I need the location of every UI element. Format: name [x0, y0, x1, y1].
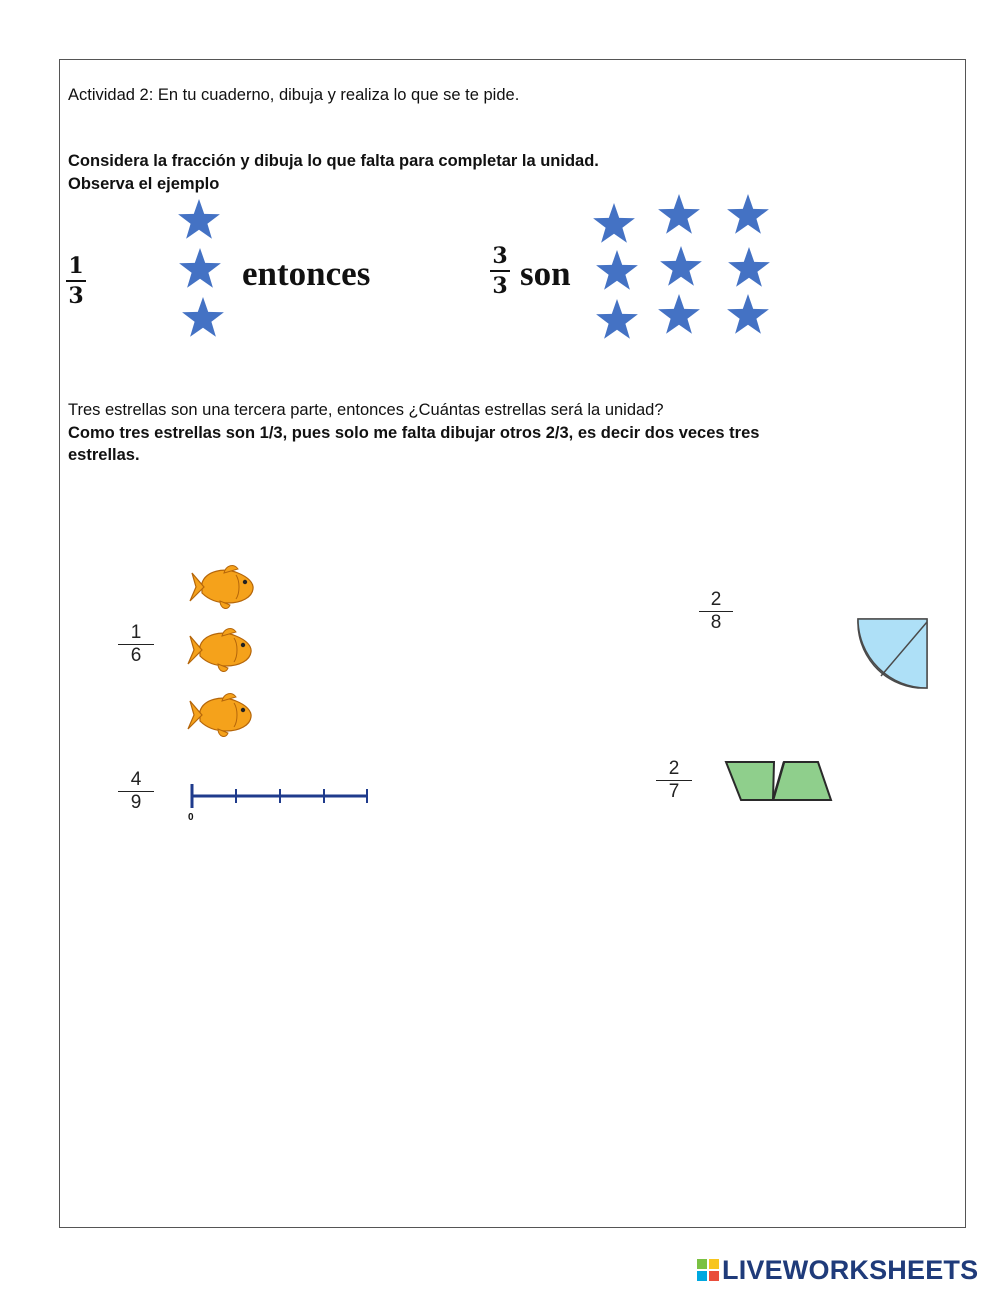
- word-son: son: [520, 254, 571, 293]
- fish-icon: [188, 694, 251, 737]
- fraction-denominator: 8: [710, 612, 722, 633]
- fraction-denominator: 6: [130, 645, 142, 666]
- number-line: [186, 782, 376, 810]
- logo-text: LIVEWORKSHEETS: [722, 1255, 979, 1285]
- word-entonces: entonces: [242, 254, 371, 293]
- number-line-zero-label: 0: [188, 812, 194, 823]
- parallelogram-fraction: [656, 760, 692, 801]
- fraction-denominator: 3: [68, 283, 84, 309]
- fraction-denominator: 7: [668, 781, 680, 802]
- explanation-answer-line2: estrellas.: [68, 446, 140, 464]
- fraction-numerator: 1: [68, 253, 84, 279]
- logo-blocks-icon: [696, 1258, 720, 1282]
- number-line-fraction: [118, 771, 154, 812]
- fraction-numerator: 3: [492, 243, 508, 269]
- fraction-numerator: 4: [130, 769, 142, 790]
- liveworksheets-logo: [696, 1255, 978, 1285]
- fraction-numerator: 2: [710, 589, 722, 610]
- activity-instruction: Considera la fracción y dibuja lo que falta para completar la unidad.: [68, 152, 599, 170]
- fraction-numerator: 1: [130, 622, 142, 643]
- parallelogram-shape: [722, 758, 838, 806]
- quarter-circle-shape: [850, 614, 934, 694]
- fraction-denominator: 3: [492, 273, 508, 299]
- quarter-circle-fraction: [699, 591, 733, 632]
- explanation-question: Tres estrellas son una tercera parte, entonces ¿Cuántas estrellas será la unidad?: [68, 401, 664, 419]
- observe-example: Observa el ejemplo: [68, 175, 220, 193]
- fraction-numerator: 2: [668, 758, 680, 779]
- fraction-denominator: 9: [130, 792, 142, 813]
- fish-icon: [188, 629, 251, 672]
- activity-title: Actividad 2: En tu cuaderno, dibuja y realiza lo que se te pide.: [68, 86, 520, 104]
- fish-icon: [190, 566, 253, 609]
- explanation-answer-line1: Como tres estrellas son 1/3, pues solo me falta dibujar otros 2/3, es decir dos veces tres: [68, 424, 760, 442]
